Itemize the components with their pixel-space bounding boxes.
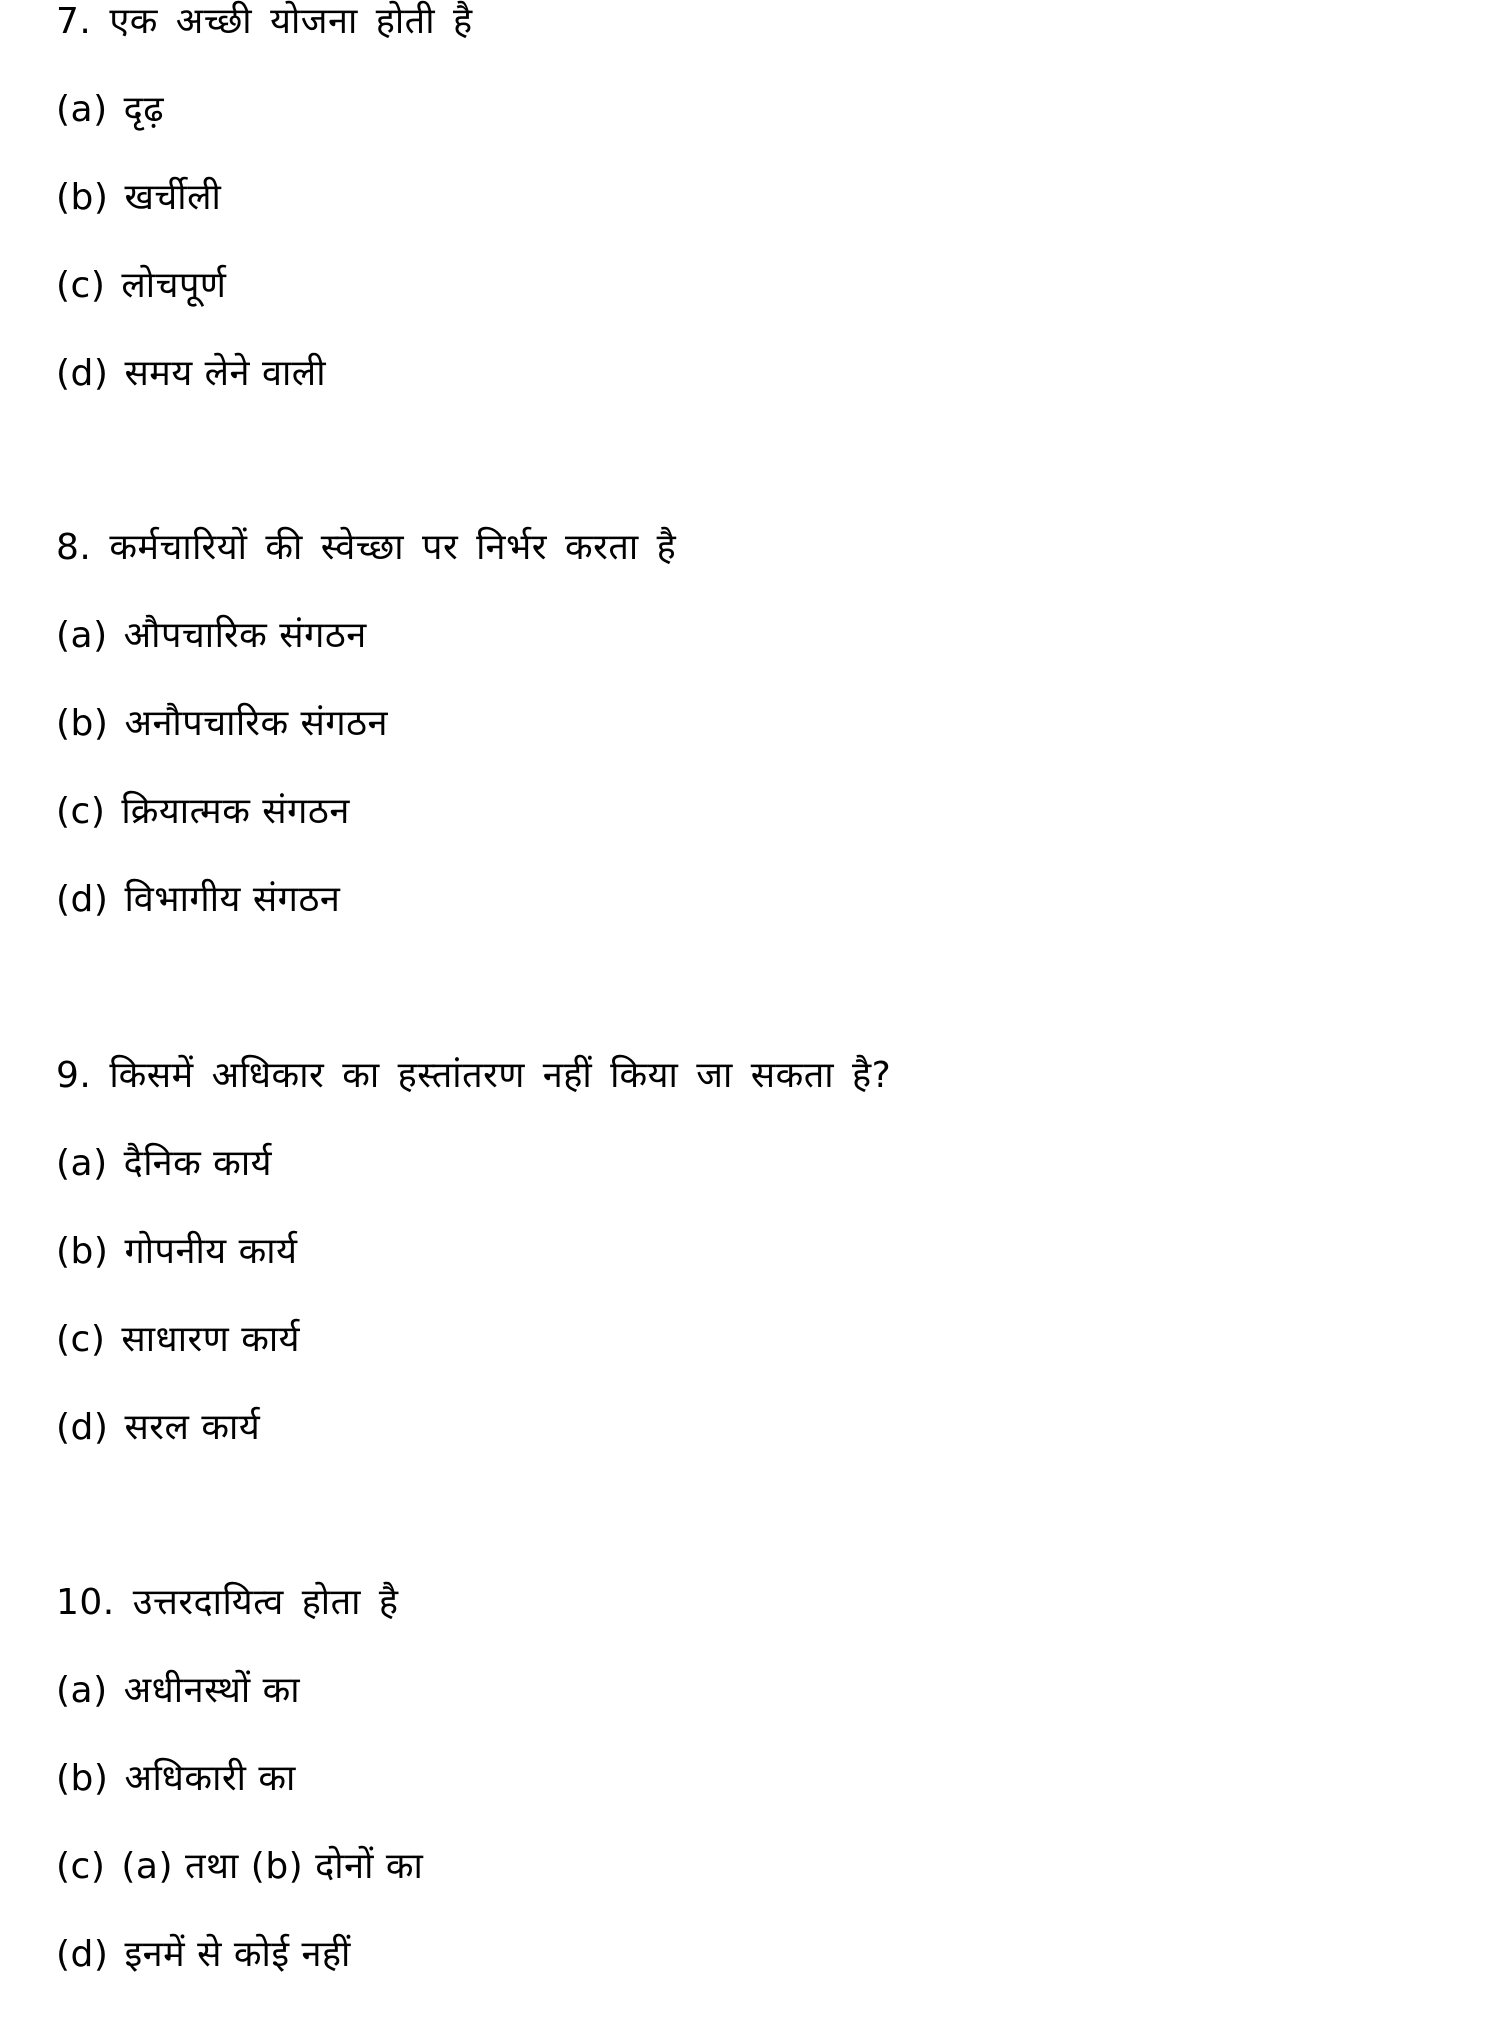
option-text: अनौपचारिक संगठन xyxy=(124,703,389,744)
option-letter: (c) xyxy=(56,265,106,306)
option-text: विभागीय संगठन xyxy=(124,879,341,920)
option-letter: (a) xyxy=(56,615,108,656)
option-c xyxy=(56,1823,1456,1911)
question-stem xyxy=(56,0,1456,66)
option-letter: (d) xyxy=(56,353,109,394)
option-letter: (d) xyxy=(56,1407,109,1448)
option-letter: (c) xyxy=(56,791,106,832)
option-text: अधीनस्थों का xyxy=(123,1670,301,1711)
option-text: इनमें से कोई नहीं xyxy=(124,1934,351,1975)
option-text: गोपनीय कार्य xyxy=(124,1231,298,1272)
option-a xyxy=(56,66,1456,154)
option-letter: (b) xyxy=(56,177,109,218)
question-stem xyxy=(56,1032,1456,1120)
question-number: 9. xyxy=(56,1055,92,1096)
question-7 xyxy=(56,0,1456,418)
option-text: अधिकारी का xyxy=(124,1758,296,1799)
option-letter: (d) xyxy=(56,1934,109,1975)
option-text: समय लेने वाली xyxy=(124,353,327,394)
option-c xyxy=(56,242,1456,330)
question-text: किसमें अधिकार का हस्तांतरण नहीं किया जा सकता है? xyxy=(109,1055,892,1096)
option-text: खर्चीली xyxy=(124,177,222,218)
option-letter: (b) xyxy=(56,1758,109,1799)
option-a xyxy=(56,1647,1456,1735)
option-d xyxy=(56,1384,1456,1472)
option-b xyxy=(56,1735,1456,1823)
question-stem xyxy=(56,1559,1456,1647)
option-a xyxy=(56,1120,1456,1208)
option-text: साधारण कार्य xyxy=(121,1319,301,1360)
option-d xyxy=(56,856,1456,944)
question-9 xyxy=(56,1032,1456,1472)
option-d xyxy=(56,1911,1456,1999)
option-letter: (d) xyxy=(56,879,109,920)
option-text: लोचपूर्ण xyxy=(121,265,227,306)
question-8 xyxy=(56,504,1456,944)
option-letter: (c) xyxy=(56,1319,106,1360)
question-number: 8. xyxy=(56,527,92,568)
question-10 xyxy=(56,1559,1456,1999)
question-stem xyxy=(56,504,1456,592)
option-d xyxy=(56,330,1456,418)
option-text: क्रियात्मक संगठन xyxy=(121,791,350,832)
option-letter: (b) xyxy=(56,703,109,744)
option-text: दैनिक कार्य xyxy=(123,1143,273,1184)
option-text: औपचारिक संगठन xyxy=(123,615,367,656)
option-letter: (c) xyxy=(56,1846,106,1887)
option-c xyxy=(56,768,1456,856)
option-text: (a) तथा (b) दोनों का xyxy=(121,1846,424,1887)
option-letter: (a) xyxy=(56,1143,108,1184)
option-letter: (a) xyxy=(56,89,108,130)
option-b xyxy=(56,154,1456,242)
option-b xyxy=(56,1208,1456,1296)
question-text: कर्मचारियों की स्वेच्छा पर निर्भर करता है xyxy=(109,527,677,568)
option-letter: (a) xyxy=(56,1670,108,1711)
option-letter: (b) xyxy=(56,1231,109,1272)
question-text: एक अच्छी योजना होती है xyxy=(109,1,473,42)
option-text: दृढ़ xyxy=(123,89,165,130)
option-a xyxy=(56,592,1456,680)
option-c xyxy=(56,1296,1456,1384)
option-b xyxy=(56,680,1456,768)
option-text: सरल कार्य xyxy=(124,1407,261,1448)
question-number: 10. xyxy=(56,1582,115,1623)
question-text: उत्तरदायित्व होता है xyxy=(132,1582,399,1623)
question-number: 7. xyxy=(56,1,92,42)
